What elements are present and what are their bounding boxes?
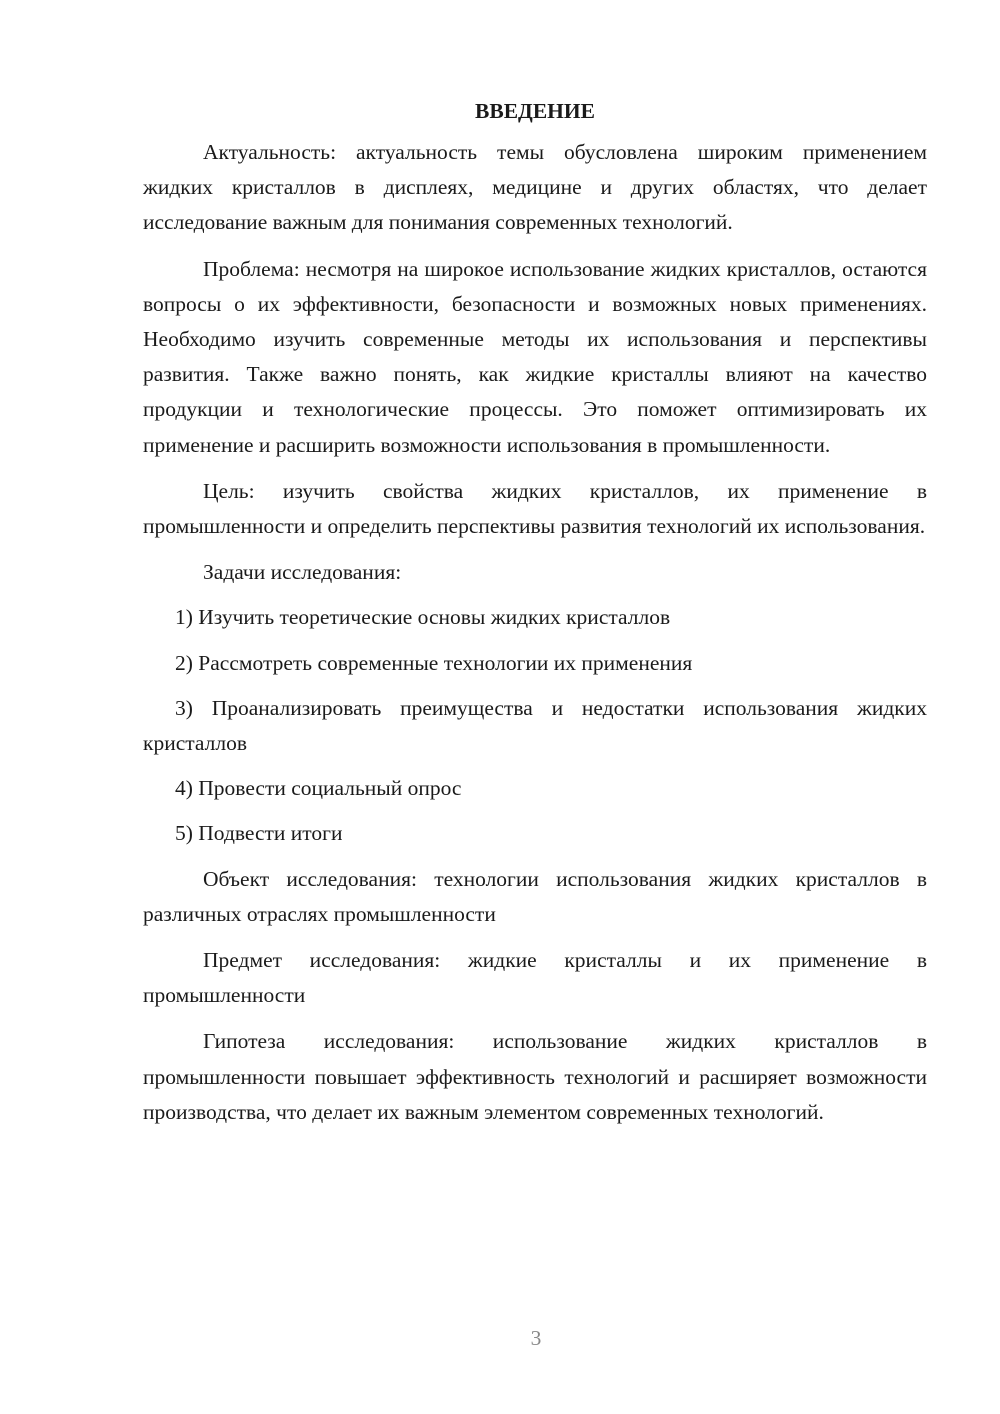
task-item-4: 4) Провести социальный опрос [175,776,462,801]
paragraph-hypothesis: Гипотеза исследования: использование жидких кристаллов в промышленности повышает эффективность технологий и расширяет возможности производства, что делает их важным элементом современных технологий. [143,1029,927,1124]
task-item-5: 5) Подвести итоги [175,821,343,846]
task-item-3: 3) Проанализировать преимущества и недостатки использования жидких кристаллов [143,695,927,756]
page-number: 3 [530,1326,542,1350]
task-item-1: 1) Изучить теоретические основы жидких кристаллов [175,605,671,630]
paragraph-goal: Цель: изучить свойства жидких кристаллов, их применение в промышленности и определить перспективы развития технологий их использования. [143,478,927,539]
paragraph-object: Объект исследования: технологии использования жидких кристаллов в различных отраслях промышленности [143,866,927,926]
task-item-2: 2) Рассмотреть современные технологии их применения [175,650,693,675]
paragraph-problem: Проблема: несмотря на широкое использование жидких кристаллов, остаются вопросы о их эффективности, безопасности и возможных новых применениях. Необходимо изучить современные методы их использования и перспективы развития. Также важно понять, как жидкие кристаллы влияют на качество продукции и технологические процессы. Это поможет оптимизировать их применение и расширить возможности использования в промышленности. [143,256,927,457]
paragraph-relevance: Актуальность: актуальность темы обусловлена широким применением жидких кристаллов в дисплеях, медицине и других областях, что делает исследование важным для понимания современных технологий. [143,140,927,235]
paragraph-subject: Предмет исследования: жидкие кристаллы и их применение в промышленности [143,948,927,1008]
page-content [143,96,927,1130]
tasks-heading: Задачи исследования: [203,560,402,585]
page-title: ВВЕДЕНИЕ [475,99,595,123]
